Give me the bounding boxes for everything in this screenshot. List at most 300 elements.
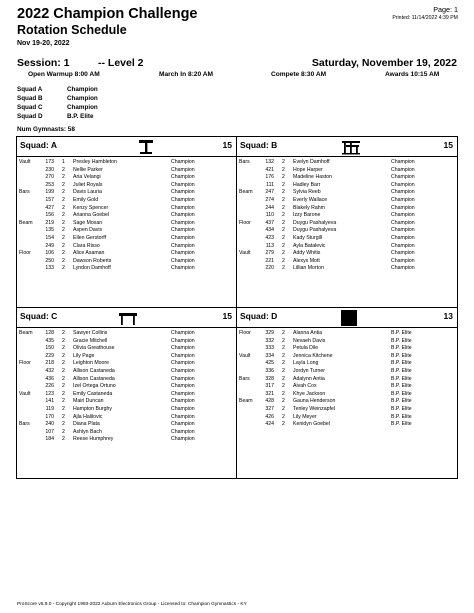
squad-cell: 2 [282, 196, 285, 203]
team-cell: Champion [171, 413, 195, 420]
event-cell: Beam [19, 330, 33, 336]
table-row [237, 167, 457, 175]
table-row [237, 376, 457, 384]
name-cell: Lyndon Damhoff [73, 265, 111, 272]
team-cell: B.P. Elite [391, 360, 412, 367]
table-row [237, 383, 457, 391]
number-cell: 106 [45, 250, 54, 257]
name-cell: Izzy Barone [293, 212, 321, 219]
table-row [237, 235, 457, 243]
squad-a-title: Squad: A [20, 140, 57, 150]
name-cell: Nellie Parker [73, 166, 103, 173]
team-cell: Champion [391, 212, 415, 219]
team-cell: B.P. Elite [391, 337, 412, 344]
team-cell: Champion [391, 189, 415, 196]
meet-title: 2022 Champion Challenge [17, 6, 198, 22]
name-cell: Kady Sturgill [293, 234, 323, 241]
table-row [17, 182, 236, 190]
number-cell: 423 [265, 234, 274, 241]
squad-cell: 2 [62, 375, 65, 382]
team-cell: Champion [391, 159, 415, 165]
squad-a-header [17, 137, 236, 157]
table-row [17, 398, 236, 406]
squad-cell: 2 [282, 166, 285, 173]
team-cell: Champion [391, 166, 415, 173]
team-cell: B.P. Elite [391, 413, 412, 420]
squad-cell: 2 [282, 227, 285, 234]
number-cell: 327 [265, 405, 274, 412]
number-cell: 426 [265, 413, 274, 420]
name-cell: Tenley Weinzapfel [293, 405, 336, 412]
floor-icon [341, 310, 357, 326]
squad-cell: 2 [282, 234, 285, 241]
squad-cell: 2 [62, 398, 65, 405]
table-row [237, 189, 457, 197]
number-cell: 328 [265, 375, 274, 382]
name-cell: Gracie Mitchell [73, 337, 108, 344]
squad-cell: 2 [62, 265, 65, 272]
name-cell: Dawson Roberts [73, 257, 112, 264]
table-row [17, 345, 236, 353]
squad-summary-team: Champion [67, 104, 98, 111]
table-row [237, 258, 457, 266]
name-cell: Jennica Kitchene [293, 352, 333, 359]
team-cell: Champion [171, 436, 195, 443]
team-cell: Champion [391, 227, 415, 234]
team-cell: Champion [391, 265, 415, 272]
team-cell: Champion [171, 166, 195, 173]
squad-cell: 2 [62, 383, 65, 390]
team-cell: Champion [171, 421, 195, 428]
squad-cell: 2 [282, 367, 285, 374]
number-cell: 270 [45, 174, 54, 181]
name-cell: Blakely Rahm [293, 204, 326, 211]
table-row [17, 406, 236, 414]
event-cell: Beam [239, 189, 253, 196]
squad-cell: 2 [282, 375, 285, 382]
report-title: Rotation Schedule [17, 23, 127, 37]
table-row [237, 227, 457, 235]
team-cell: Champion [171, 174, 195, 181]
page-number: Page: 1 [433, 5, 458, 14]
table-row [237, 174, 457, 182]
number-cell: 176 [265, 174, 274, 181]
footer-copyright: ProScore v5.9.0 - Copyright 1993-2022 Auburn Electronics Group - Licensed to: Champion Gymnastics - KY [17, 602, 247, 607]
number-cell: 230 [45, 166, 54, 173]
event-cell: Bars [239, 159, 250, 165]
table-row [17, 353, 236, 361]
squad-cell: 2 [62, 234, 65, 241]
table-row [237, 265, 457, 273]
squad-cell: 2 [62, 360, 65, 367]
name-cell: Ajla Halilovic [73, 413, 103, 420]
squad-cell: 2 [62, 337, 65, 344]
number-cell: 279 [265, 250, 274, 257]
squad-summary-team: Champion [67, 86, 98, 93]
name-cell: Allison Castaneda [73, 375, 115, 382]
event-cell: Vault [239, 352, 251, 359]
team-cell: B.P. Elite [391, 405, 412, 412]
table-row [17, 227, 236, 235]
squad-summary-name: Squad D [17, 113, 43, 120]
name-cell: Duygu Pashalyeva [293, 227, 337, 234]
name-cell: Emily Gold [73, 196, 99, 203]
squad-a-rows [17, 159, 236, 273]
number-cell: 221 [265, 257, 274, 264]
bars-icon [341, 139, 361, 155]
event-cell: Floor [19, 360, 31, 367]
squad-cell: 2 [282, 360, 285, 367]
name-cell: Hope Harper [293, 166, 323, 173]
session-date: Saturday, November 19, 2022 [311, 57, 457, 69]
event-cell: Bars [19, 189, 30, 196]
number-cell: 111 [266, 181, 274, 188]
event-cell: Bars [239, 375, 250, 382]
squad-cell: 2 [282, 398, 285, 405]
name-cell: Aivah Cox [293, 383, 317, 390]
team-cell: Champion [171, 398, 195, 405]
squad-cell: 2 [62, 219, 65, 226]
number-cell: 421 [265, 166, 274, 173]
table-row [237, 368, 457, 376]
team-cell: Champion [391, 219, 415, 226]
table-row [237, 243, 457, 251]
name-cell: Jordyn Turner [293, 367, 326, 374]
number-cell: 329 [265, 330, 274, 336]
number-cell: 332 [265, 337, 274, 344]
name-cell: Kenidyn Goebel [293, 421, 330, 428]
squad-c-box [16, 307, 237, 479]
team-cell: Champion [171, 383, 195, 390]
name-cell: Mairi Duncan [73, 398, 104, 405]
squad-cell: 2 [62, 428, 65, 435]
number-cell: 123 [45, 390, 54, 397]
name-cell: Everly Wallace [293, 196, 328, 203]
team-cell: B.P. Elite [391, 390, 412, 397]
table-row [17, 376, 236, 384]
squad-d-rows [237, 330, 457, 429]
squad-summary-name: Squad B [17, 95, 43, 102]
team-cell: Champion [391, 196, 415, 203]
name-cell: Kenzy Spencer [73, 204, 109, 211]
number-cell: 424 [265, 421, 274, 428]
team-cell: Champion [171, 212, 195, 219]
vault-icon [137, 139, 155, 155]
name-cell: Hadley Barr [293, 181, 321, 188]
event-cell: Floor [19, 250, 31, 257]
number-cell: 173 [45, 159, 54, 165]
session-label: Session: 1 [17, 57, 70, 69]
squad-d-title: Squad: D [240, 311, 278, 321]
team-cell: Champion [171, 250, 195, 257]
number-cell: 253 [45, 181, 54, 188]
table-row [237, 220, 457, 228]
team-cell: Champion [171, 227, 195, 234]
number-cell: 133 [45, 265, 54, 272]
number-cell: 244 [265, 204, 274, 211]
name-cell: Layla Long [293, 360, 319, 367]
number-cell: 141 [45, 398, 54, 405]
event-cell: Vault [19, 159, 31, 165]
table-row [237, 414, 457, 422]
squad-summary [17, 86, 147, 121]
team-cell: Champion [391, 257, 415, 264]
squad-c-header [17, 308, 236, 328]
squad-cell: 2 [62, 330, 65, 336]
table-row [237, 212, 457, 220]
table-row [17, 330, 236, 338]
printed-timestamp: Printed: 11/14/2022 4:39 PM [392, 15, 458, 21]
name-cell: Emily Castaneda [73, 390, 113, 397]
table-row [17, 383, 236, 391]
squad-d-box [236, 307, 458, 479]
team-cell: Champion [171, 219, 195, 226]
table-row [17, 368, 236, 376]
squad-cell: 2 [62, 174, 65, 181]
name-cell: Arianna Goebel [73, 212, 110, 219]
table-row [237, 197, 457, 205]
table-row [17, 159, 236, 167]
table-row [17, 205, 236, 213]
table-row [17, 189, 236, 197]
table-row [17, 197, 236, 205]
squad-cell: 2 [282, 337, 285, 344]
meet-dates: Nov 19-20, 2022 [17, 40, 70, 47]
team-cell: Champion [391, 234, 415, 241]
table-row [17, 421, 236, 429]
team-cell: Champion [171, 159, 195, 165]
number-cell: 220 [265, 265, 274, 272]
squad-cell: 2 [62, 367, 65, 374]
squad-cell: 2 [282, 330, 285, 336]
event-cell: Vault [239, 250, 251, 257]
squad-cell: 2 [282, 181, 285, 188]
number-cell: 154 [45, 234, 54, 241]
number-cell: 156 [45, 212, 54, 219]
number-cell: 219 [45, 219, 54, 226]
name-cell: Presley Hambleton [73, 159, 117, 165]
number-cell: 434 [265, 227, 274, 234]
awards-time: Awards 10:15 AM [385, 71, 440, 78]
squad-cell: 2 [62, 204, 65, 211]
march-in: March In 8:20 AM [159, 71, 213, 78]
name-cell: Ashlyn Bach [73, 428, 102, 435]
name-cell: Leighton Moore [73, 360, 110, 367]
name-cell: Allison Castaneda [73, 367, 115, 374]
team-cell: Champion [171, 265, 195, 272]
table-row [17, 258, 236, 266]
squad-cell: 2 [282, 257, 285, 264]
name-cell: Hampton Burghy [73, 405, 112, 412]
table-row [17, 414, 236, 422]
number-cell: 110 [265, 212, 274, 219]
squad-cell: 2 [62, 189, 65, 196]
squad-cell: 2 [62, 352, 65, 359]
squad-cell: 2 [282, 174, 285, 181]
number-cell: 317 [265, 383, 274, 390]
event-cell: Floor [239, 219, 251, 226]
num-gymnasts: Num Gymnasts: 58 [17, 126, 75, 133]
name-cell: Ayla Batalevic [293, 242, 326, 249]
name-cell: Gauna Henderson [293, 398, 336, 405]
number-cell: 432 [45, 367, 54, 374]
team-cell: B.P. Elite [391, 330, 412, 336]
name-cell: Adalynn Antia [293, 375, 325, 382]
name-cell: Khye Jackson [293, 390, 326, 397]
table-row [17, 250, 236, 258]
number-cell: 119 [45, 405, 54, 412]
squad-cell: 1 [62, 159, 65, 165]
team-cell: Champion [171, 345, 195, 352]
squad-b-rows [237, 159, 457, 273]
squad-cell: 2 [282, 242, 285, 249]
squad-cell: 2 [62, 390, 65, 397]
number-cell: 128 [45, 330, 54, 336]
team-cell: B.P. Elite [391, 383, 412, 390]
squad-cell: 2 [62, 227, 65, 234]
squad-a-box [16, 136, 237, 308]
number-cell: 229 [45, 352, 54, 359]
table-row [237, 398, 457, 406]
squad-d-count: 13 [443, 311, 453, 321]
number-cell: 336 [265, 367, 274, 374]
number-cell: 107 [45, 428, 54, 435]
squad-cell: 2 [282, 189, 285, 196]
table-row [237, 345, 457, 353]
name-cell: Reese Humphrey [73, 436, 114, 443]
name-cell: Alexys Mott [293, 257, 320, 264]
number-cell: 250 [45, 257, 54, 264]
squad-cell: 2 [282, 204, 285, 211]
team-cell: Champion [171, 367, 195, 374]
squad-summary-team: Champion [67, 95, 98, 102]
event-cell: Vault [19, 390, 31, 397]
squad-cell: 2 [62, 196, 65, 203]
team-cell: Champion [171, 352, 195, 359]
name-cell: Clara Risso [73, 242, 100, 249]
name-cell: Aria Velangi [73, 174, 101, 181]
number-cell: 226 [45, 383, 54, 390]
number-cell: 240 [45, 421, 54, 428]
squad-b-count: 15 [443, 140, 453, 150]
team-cell: Champion [391, 242, 415, 249]
name-cell: Lily Meyer [293, 413, 317, 420]
table-row [17, 235, 236, 243]
squad-cell: 2 [62, 413, 65, 420]
team-cell: Champion [171, 337, 195, 344]
squad-cell: 2 [62, 345, 65, 352]
squad-cell: 2 [282, 250, 285, 257]
number-cell: 427 [45, 204, 54, 211]
name-cell: Sawyer Collins [73, 330, 108, 336]
number-cell: 135 [45, 227, 54, 234]
number-cell: 113 [265, 242, 274, 249]
name-cell: Diana Plata [73, 421, 100, 428]
table-row [17, 265, 236, 273]
number-cell: 132 [265, 159, 274, 165]
team-cell: Champion [171, 242, 195, 249]
name-cell: Izel Ortega Ortuno [73, 383, 116, 390]
squad-d-header [237, 308, 457, 328]
name-cell: Juliet Royals [73, 181, 103, 188]
team-cell: Champion [171, 330, 195, 336]
beam-icon [118, 310, 138, 326]
table-row [17, 212, 236, 220]
squad-cell: 2 [282, 405, 285, 412]
number-cell: 157 [45, 196, 54, 203]
name-cell: Ellen Gerstorff [73, 234, 107, 241]
name-cell: Evelyn Damhoff [293, 159, 330, 165]
team-cell: Champion [171, 181, 195, 188]
squad-c-title: Squad: C [20, 311, 58, 321]
table-row [237, 330, 457, 338]
table-row [17, 243, 236, 251]
table-row [237, 182, 457, 190]
table-row [17, 391, 236, 399]
table-row [17, 429, 236, 437]
number-cell: 150 [45, 345, 54, 352]
squad-cell: 2 [62, 181, 65, 188]
table-row [237, 406, 457, 414]
event-cell: Floor [239, 330, 251, 336]
event-cell: Bars [19, 421, 30, 428]
team-cell: Champion [171, 375, 195, 382]
name-cell: Alice Asaman [73, 250, 105, 257]
squad-b-box [236, 136, 458, 308]
squad-cell: 2 [282, 265, 285, 272]
team-cell: Champion [391, 204, 415, 211]
team-cell: B.P. Elite [391, 375, 412, 382]
squad-cell: 2 [282, 212, 285, 219]
team-cell: B.P. Elite [391, 421, 412, 428]
number-cell: 184 [45, 436, 54, 443]
number-cell: 199 [45, 189, 54, 196]
name-cell: Sage Moxan [73, 219, 103, 226]
table-row [17, 167, 236, 175]
squad-cell: 2 [62, 166, 65, 173]
team-cell: Champion [171, 189, 195, 196]
event-cell: Beam [239, 398, 253, 405]
name-cell: Madeline Haston [293, 174, 332, 181]
squad-a-count: 15 [222, 140, 232, 150]
squad-cell: 2 [282, 390, 285, 397]
table-row [17, 338, 236, 346]
team-cell: Champion [171, 234, 195, 241]
team-cell: Champion [391, 250, 415, 257]
team-cell: Champion [171, 257, 195, 264]
number-cell: 334 [265, 352, 274, 359]
compete-time: Compete 8:30 AM [271, 71, 327, 78]
number-cell: 249 [45, 242, 54, 249]
number-cell: 170 [45, 413, 54, 420]
team-cell: Champion [391, 174, 415, 181]
team-cell: Champion [171, 428, 195, 435]
team-cell: B.P. Elite [391, 398, 412, 405]
squad-cell: 2 [282, 159, 285, 165]
team-cell: Champion [171, 204, 195, 211]
table-row [237, 391, 457, 399]
name-cell: Duygu Pashalyeva [293, 219, 337, 226]
number-cell: 274 [265, 196, 274, 203]
name-cell: Nevaeh Davis [293, 337, 326, 344]
squad-c-rows [17, 330, 236, 444]
squad-cell: 2 [62, 212, 65, 219]
team-cell: B.P. Elite [391, 367, 412, 374]
table-row [237, 159, 457, 167]
name-cell: Addy Whitis [293, 250, 321, 257]
team-cell: Champion [171, 405, 195, 412]
name-cell: Olivia Greathouse [73, 345, 115, 352]
